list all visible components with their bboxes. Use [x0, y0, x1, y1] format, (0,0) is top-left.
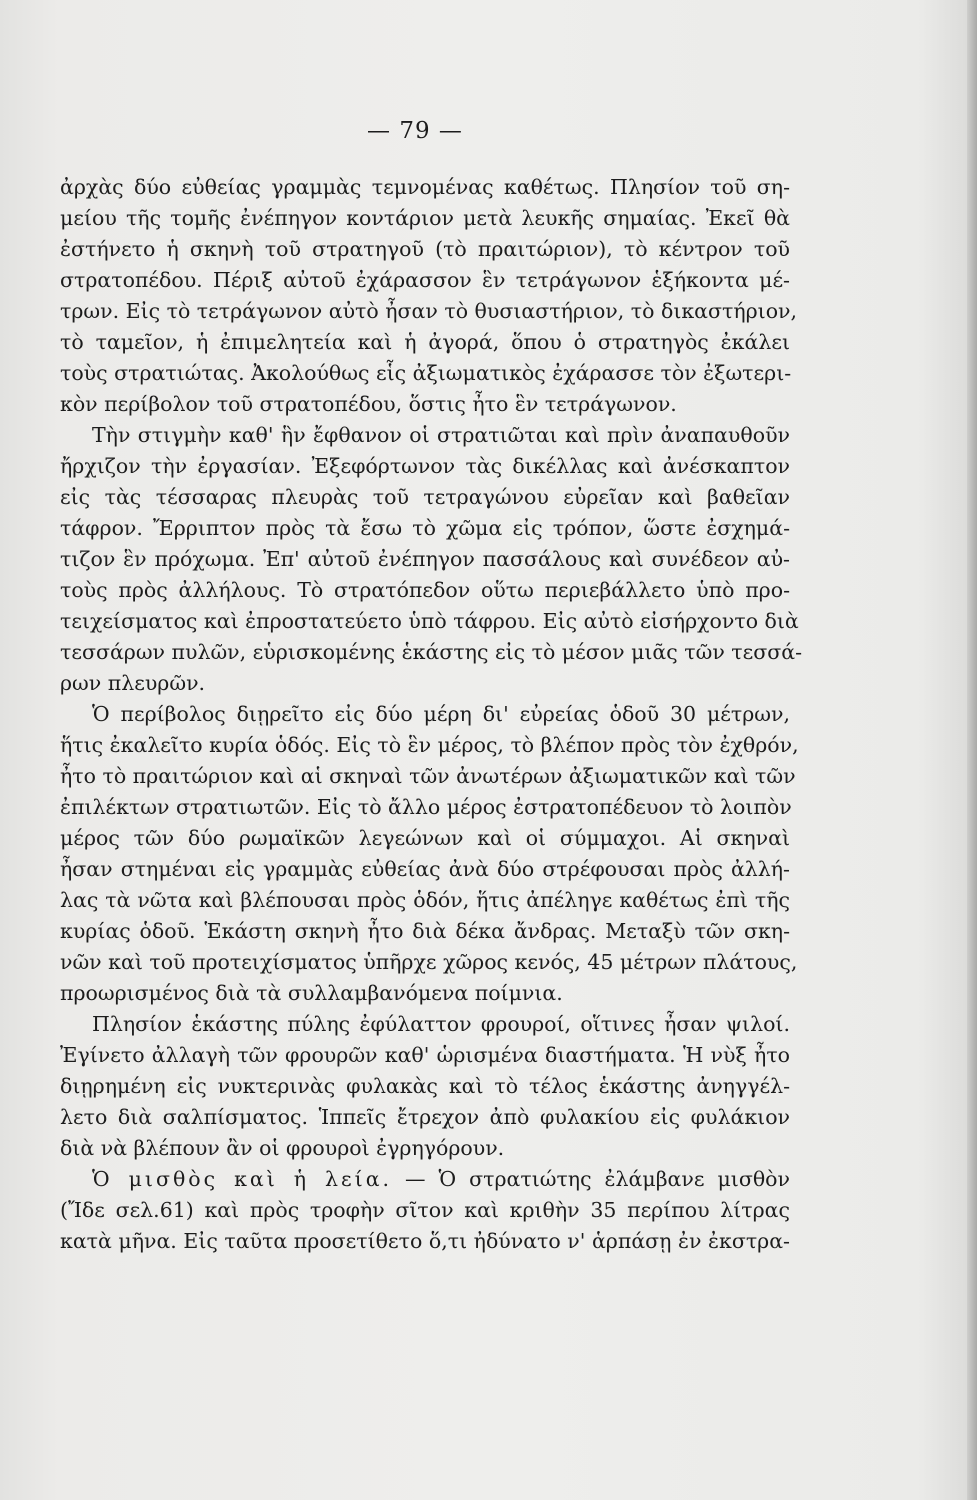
text-line: ἤρχιζον τὴν ἐργασίαν. Ἐξεφόρτωνον τὰς δικέλλας καὶ ἀνέσκαπτον — [60, 454, 790, 478]
page-edge-shadow — [967, 0, 977, 1500]
text-line: ἦτο τὸ πραιτώριον καὶ αἱ σκηναὶ τῶν ἀνωτέρων ἀξιωματικῶν καὶ τῶν — [60, 764, 796, 788]
text-line: τάφρον. Ἔρριπτον πρὸς τὰ ἔσω τὸ χῶμα εἰς τρόπον, ὥστε ἐσχημά- — [60, 516, 790, 540]
text-line — [60, 1164, 790, 1195]
text-line: Τὴν στιγμὴν καθ' ἣν ἔφθανον οἱ στρατιῶται καὶ πρὶν ἀναπαυθοῦν — [92, 423, 790, 447]
text-line: ἐστήνετο ἡ σκηνὴ τοῦ στρατηγοῦ (τὸ πραιτώριον), τὸ κέντρον τοῦ — [60, 237, 790, 261]
text-line-continuation: — Ὁ στρατιώτης ἐλάμβανε μισθὸν — [405, 1167, 790, 1191]
text-line: ἐπιλέκτων στρατιωτῶν. Εἰς τὸ ἄλλο μέρος ἐστρατοπέδευον τὸ λοιπὸν — [60, 795, 792, 819]
text-line: στρατοπέδου. Πέριξ αὐτοῦ ἐχάρασσον ἓν τετράγωνον ἑξήκοντα μέ- — [60, 268, 790, 292]
text-line: εἰς τὰς τέσσαρας πλευρὰς τοῦ τετραγώνου εὐρεῖαν καὶ βαθεῖαν — [60, 485, 790, 509]
text-line: Πλησίον ἑκάστης πύλης ἐφύλαττον φρουροί, οἵτινες ἦσαν ψιλοί. — [92, 1012, 790, 1036]
text-line: ἦσαν στημέναι εἰς γραμμὰς εὐθείας ἀνὰ δύο στρέφουσαι πρὸς ἀλλή- — [60, 857, 790, 881]
text-line: λας τὰ νῶτα καὶ βλέπουσαι πρὸς ὁδόν, ἥτις ἀπέληγε καθέτως ἐπὶ τῆς — [60, 888, 790, 912]
text-line: τιζον ἓν πρόχωμα. Ἐπ' αὐτοῦ ἐνέπηγον πασσάλους καὶ συνέδεον αὐ- — [60, 547, 790, 571]
text-line: (Ἴδε σελ.61) καὶ πρὸς τροφὴν σῖτον καὶ κριθὴν 35 περίπου λίτρας — [60, 1198, 790, 1222]
text-line: ἀρχὰς δύο εὐθείας γραμμὰς τεμνομένας καθέτως. Πλησίον τοῦ ση- — [60, 175, 790, 199]
text-line: τεσσάρων πυλῶν, εὑρισκομένης ἑκάστης εἰς τὸ μέσον μιᾶς τῶν τεσσά- — [60, 640, 803, 664]
text-line: κὸν περίβολον τοῦ στρατοπέδου, ὅστις ἦτο ἓν τετράγωνον. — [60, 392, 677, 416]
text-line: λετο διὰ σαλπίσματος. Ἱππεῖς ἔτρεχον ἀπὸ φυλακίου εἰς φυλάκιον — [60, 1105, 790, 1129]
text-line: νῶν καὶ τοῦ προτειχίσματος ὑπῆρχε χῶρος κενός, 45 μέτρων πλάτους, — [60, 950, 798, 974]
text-line: τρων. Εἰς τὸ τετράγωνον αὐτὸ ἦσαν τὸ θυσιαστήριον, τὸ δικαστήριον, — [60, 299, 798, 323]
text-line: προωρισμένος διὰ τὰ συλλαμβανόμενα ποίμνια. — [60, 981, 563, 1005]
text-line: μέρος τῶν δύο ρωμαϊκῶν λεγεώνων καὶ οἱ σύμμαχοι. Αἱ σκηναὶ — [60, 826, 790, 850]
text-line: ρων πλευρῶν. — [60, 671, 206, 695]
text-line: Ὁ περίβολος διῃρεῖτο εἰς δύο μέρη δι' εὐρείας ὁδοῦ 30 μέτρων, — [92, 702, 790, 726]
text-line: διὰ νὰ βλέπουν ἂν οἱ φρουροὶ ἐγρηγόρουν. — [60, 1136, 505, 1160]
page-number: — 79 — — [367, 118, 463, 144]
section-heading: Ὁ μισθὸς καὶ ἡ λεία. — [92, 1167, 393, 1191]
text-line: κατὰ μῆνα. Εἰς ταῦτα προσετίθετο ὅ,τι ἠδύνατο ν' ἁρπάσῃ ἐν ἐκστρα- — [60, 1229, 790, 1253]
text-line: Ἐγίνετο ἀλλαγὴ τῶν φρουρῶν καθ' ὡρισμένα διαστήματα. Ἡ νὺξ ἦτο — [60, 1043, 790, 1067]
text-line: διῃρημένη εἰς νυκτερινὰς φυλακὰς καὶ τὸ τέλος ἑκάστης ἀνηγγέλ- — [60, 1074, 790, 1098]
text-line: μείου τῆς τομῆς ἐνέπηγον κοντάριον μετὰ λευκῆς σημαίας. Ἐκεῖ θὰ — [60, 206, 790, 230]
body-text — [60, 172, 803, 1257]
text-line: τοὺς στρατιώτας. Ἀκολούθως εἷς ἀξιωματικὸς ἐχάρασσε τὸν ἐξωτερι- — [60, 361, 792, 385]
text-line: τειχείσματος καὶ ἐπροστατεύετο ὑπὸ τάφρου. Εἰς αὐτὸ εἰσήρχοντο διὰ — [60, 609, 799, 633]
text-line: κυρίας ὁδοῦ. Ἑκάστη σκηνὴ ἦτο διὰ δέκα ἄνδρας. Μεταξὺ τῶν σκη- — [60, 919, 790, 943]
text-line: τοὺς πρὸς ἀλλήλους. Τὸ στρατόπεδον οὕτω περιεβάλλετο ὑπὸ προ- — [60, 578, 790, 602]
text-line: ἥτις ἐκαλεῖτο κυρία ὁδός. Εἰς τὸ ἓν μέρος, τὸ βλέπον πρὸς τὸν ἐχθρόν, — [60, 733, 799, 757]
text-line: τὸ ταμεῖον, ἡ ἐπιμελητεία καὶ ἡ ἀγορά, ὅπου ὁ στρατηγὸς ἐκάλει — [60, 330, 790, 354]
